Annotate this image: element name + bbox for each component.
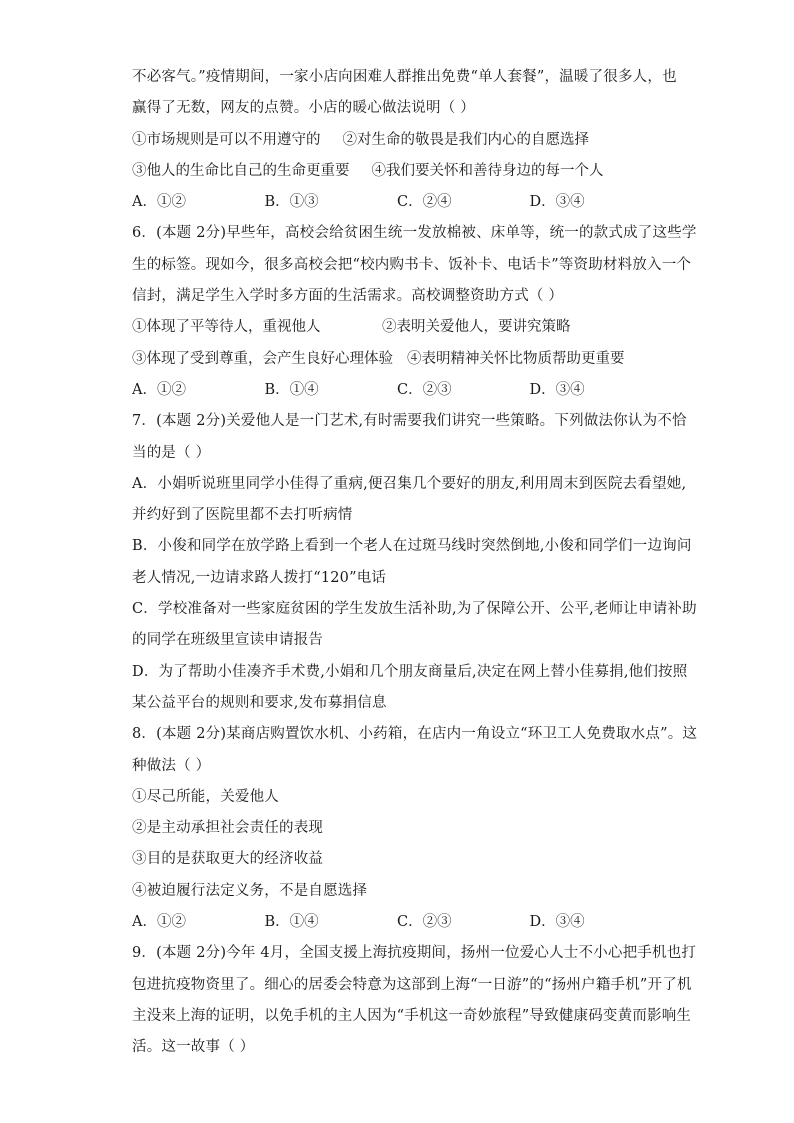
statement-row <box>132 125 662 156</box>
statement-row <box>132 156 662 187</box>
option-b[interactable]: B．①④ <box>264 381 319 398</box>
option-b-text[interactable]: B．小俊和同学在放学路上看到一个老人在过斑马线时突然倒地,小俊和同学们一边询问 <box>132 538 692 555</box>
answer-options <box>132 907 662 938</box>
question-text-line: 7．(本题 2分)关爱他人是一门艺术,有时需要我们讲究一些策略。下列做法你认为不恰 <box>132 413 687 430</box>
option-c[interactable]: C．②③ <box>397 381 452 398</box>
option-d-text[interactable]: 某公益平台的规则和要求,发布募捐信息 <box>132 694 387 711</box>
question-text-line: 主没来上海的证明，以免手机的主人因为“手机这一奇妙旅程”导致健康码变黄而影响生 <box>132 1007 692 1024</box>
statement-3: ③体现了受到尊重，会产生良好心理体验 <box>132 350 393 367</box>
question-text-line: 信封，满足学生入学时多方面的生活需求。高校调整资助方式（ ） <box>132 288 564 305</box>
question-text-line: 当的是（ ） <box>132 444 211 461</box>
option-b[interactable]: B．①③ <box>264 194 319 211</box>
option-a-text[interactable]: A．小娟听说班里同学小佳得了重病,便召集几个要好的朋友,利用周末到医院去看望她, <box>132 475 687 492</box>
question-text-line: 包进抗疫物资里了。细心的居委会特意为这部到上海“一日游”的“扬州户籍手机”开了机 <box>132 976 692 993</box>
question-7 <box>132 406 697 719</box>
option-a[interactable]: A．①② <box>132 381 186 398</box>
statement-1: ①市场规则是可以不用遵守的 <box>132 131 321 148</box>
option-b-text[interactable]: 老人情况,一边请求路人拨打“120”电话 <box>132 569 387 586</box>
statement-4: ④被迫履行法定义务，不是自愿选择 <box>132 882 368 899</box>
exam-page <box>132 62 698 1064</box>
option-d[interactable]: D．③④ <box>529 381 585 398</box>
question-text-line: 生的标签。现如今，很多高校会把“校内购书卡、饭补卡、电话卡”等资助材料放入一个 <box>132 256 692 273</box>
option-d[interactable]: D．③④ <box>529 194 585 211</box>
answer-options <box>132 375 662 406</box>
question-9 <box>132 938 697 1063</box>
question-text-line: 种做法（ ） <box>132 757 211 774</box>
statement-1: ①体现了平等待人，重视他人 <box>132 319 321 336</box>
option-c[interactable]: C．②④ <box>397 194 452 211</box>
question-text-line: 9．(本题 2分)今年 4月，全国支援上海抗疫期间，扬州一位爱心人士不小心把手机也打 <box>132 945 697 962</box>
option-a-text[interactable]: 并约好到了医院里都不去打听病情 <box>132 507 353 524</box>
option-c-text[interactable]: C．学校准备对一些家庭贫困的学生发放生活补助,为了保障公开、公平,老师让申请补助 <box>132 601 697 618</box>
statement-2: ②对生命的敬畏是我们内心的自愿选择 <box>342 131 589 148</box>
question-text-line: 8．(本题 2分)某商店购置饮水机、小药箱，在店内一角设立“环卫工人免费取水点”。这 <box>132 726 698 743</box>
statement-row <box>132 344 662 375</box>
statement-1: ①尽己所能，关爱他人 <box>132 788 279 805</box>
option-a[interactable]: A．①② <box>132 194 186 211</box>
statement-3: ③他人的生命比自己的生命更重要 <box>132 162 350 179</box>
question-text-line: 6．(本题 2分)早些年，高校会给贫困生统一发放棉被、床单等，统一的款式成了这些学 <box>132 225 697 242</box>
option-c-text[interactable]: 的同学在班级里宣读申请报告 <box>132 632 324 649</box>
question-text-line: 不必客气。”疫情期间，一家小店向困难人群推出免费“单人套餐”，温暖了很多人，也 <box>132 69 677 85</box>
question-5 <box>132 62 677 218</box>
statement-2: ②是主动承担社会责任的表现 <box>132 820 324 837</box>
statement-3: ③目的是获取更大的经济收益 <box>132 851 324 868</box>
answer-options <box>132 187 662 218</box>
question-8 <box>132 719 698 938</box>
option-d-text[interactable]: D．为了帮助小佳凑齐手术费,小娟和几个朋友商量后,决定在网上替小佳募捐,他们按照 <box>132 663 688 680</box>
statement-row <box>132 312 662 343</box>
option-b[interactable]: B．①④ <box>264 914 319 931</box>
option-c[interactable]: C．②③ <box>397 914 452 931</box>
option-d[interactable]: D．③④ <box>529 914 585 931</box>
statement-4: ④我们要关怀和善待身边的每一个人 <box>371 162 604 179</box>
statement-4: ④表明精神关怀比物质帮助更重要 <box>407 350 625 367</box>
question-text-line: 活。这一故事（ ） <box>132 1039 255 1056</box>
option-a[interactable]: A．①② <box>132 914 186 931</box>
question-6 <box>132 218 697 406</box>
question-text-line: 赢得了无数，网友的点赞。小店的暖心做法说明（ ） <box>132 100 475 117</box>
statement-2: ②表明关爱他人，要讲究策略 <box>382 319 571 336</box>
